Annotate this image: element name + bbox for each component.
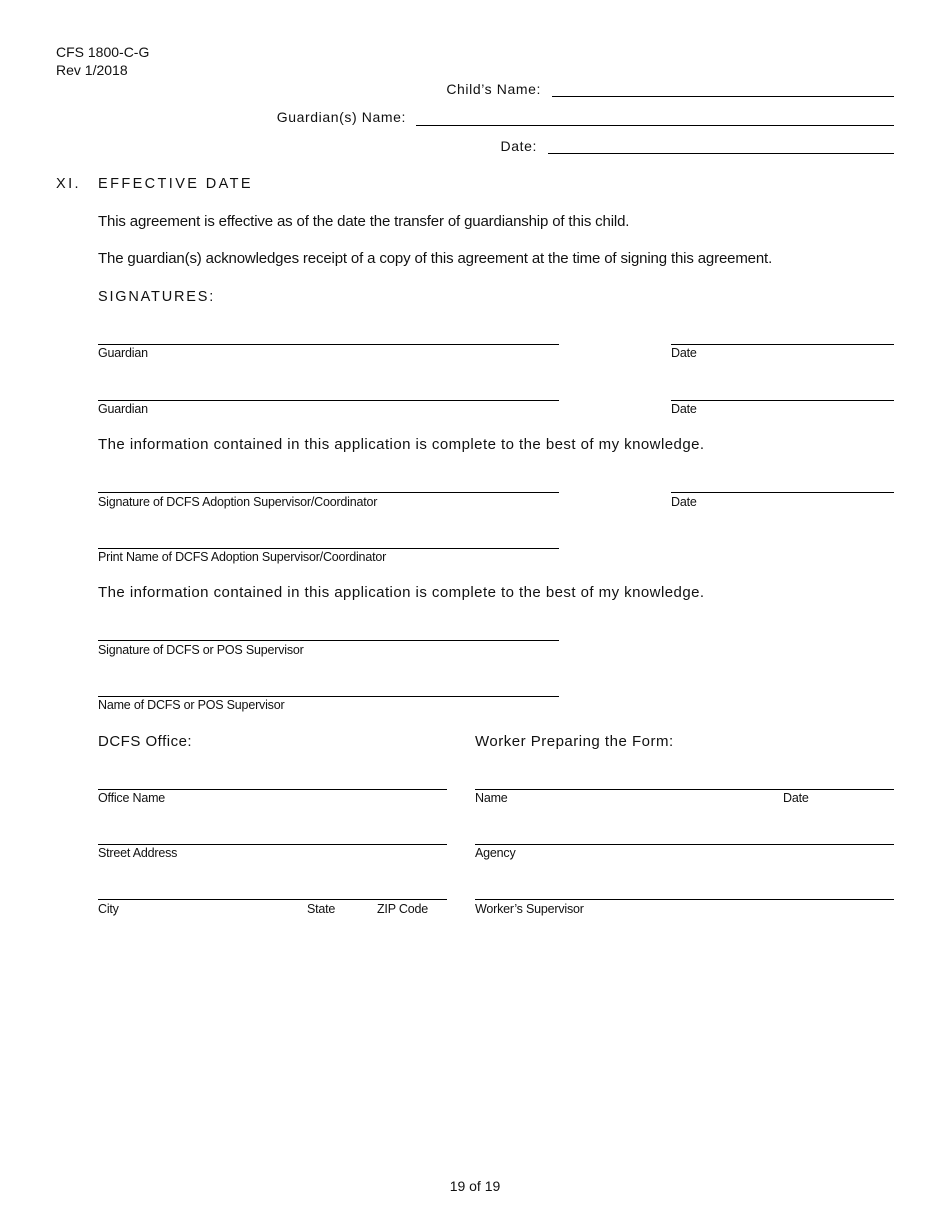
street-address-label: Street Address [98,846,178,860]
worker-name-label: Name [475,791,508,805]
street-address-line [98,844,447,845]
dcfs-adoption-date-line [671,492,894,493]
office-name-line [98,789,447,790]
effective-date-paragraph: This agreement is effective as of the date the transfer of guardianship of this child. [98,213,630,230]
workers-supervisor-label: Worker’s Supervisor [475,902,584,916]
workers-supervisor-input[interactable] [475,878,896,898]
guardian-2-date-label: Date [671,402,697,416]
guardians-name-input[interactable] [416,104,896,124]
office-name-input[interactable] [98,768,448,788]
dcfs-adoption-print-name-label: Print Name of DCFS Adoption Supervisor/Coordinator [98,550,387,564]
pos-signature-line [98,640,559,641]
dcfs-office-heading: DCFS Office: [98,733,193,750]
guardian-2-label: Guardian [98,402,148,416]
guardians-name-label: Guardian(s) Name: [276,109,406,125]
dcfs-adoption-date-label: Date [671,495,697,509]
city-state-zip-input[interactable] [98,878,448,898]
worker-name-input[interactable] [475,768,896,788]
attestation-1: The information contained in this application is complete to the best of my knowledge. [98,436,705,453]
pos-name-input[interactable] [98,675,560,695]
childs-name-line [552,96,894,97]
childs-name-input[interactable] [552,76,896,96]
top-date-line [548,153,894,154]
form-revision: Rev 1/2018 [56,62,128,78]
guardian-2-date-line [671,400,894,401]
pos-signature-label: Signature of DCFS or POS Supervisor [98,643,304,657]
agency-line [475,844,894,845]
guardian-1-signature-input[interactable] [98,323,560,343]
guardian-2-date-input[interactable] [671,379,896,399]
page-number: 19 of 19 [449,1178,501,1194]
dcfs-adoption-signature-label: Signature of DCFS Adoption Supervisor/Coordinator [98,495,378,509]
section-title: EFFECTIVE DATE [98,176,253,192]
guardian-1-date-line [671,344,894,345]
pos-name-line [98,696,559,697]
worker-heading: Worker Preparing the Form: [475,733,674,750]
top-date-input[interactable] [548,133,896,153]
dcfs-adoption-print-name-input[interactable] [98,527,560,547]
pos-name-label: Name of DCFS or POS Supervisor [98,698,285,712]
dcfs-adoption-print-name-line [98,548,559,549]
dcfs-adoption-signature-input[interactable] [98,471,560,491]
childs-name-label: Child’s Name: [446,81,541,97]
guardian-1-label: Guardian [98,346,148,360]
state-label: State [307,902,336,916]
guardian-2-signature-line [98,400,559,401]
worker-date-label: Date [783,791,809,805]
city-label: City [98,902,119,916]
workers-supervisor-line [475,899,894,900]
top-date-label: Date: [500,138,537,154]
dcfs-adoption-signature-line [98,492,559,493]
pos-signature-input[interactable] [98,619,560,639]
zip-code-label: ZIP Code [377,902,428,916]
attestation-2: The information contained in this application is complete to the best of my knowledge. [98,584,705,601]
agency-input[interactable] [475,823,896,843]
form-number: CFS 1800-C-G [56,44,150,60]
street-address-input[interactable] [98,823,448,843]
guardian-1-date-input[interactable] [671,323,896,343]
guardian-1-signature-line [98,344,559,345]
guardians-name-line [416,125,894,126]
office-name-label: Office Name [98,791,166,805]
guardian-1-date-label: Date [671,346,697,360]
agency-label: Agency [475,846,516,860]
guardian-2-signature-input[interactable] [98,379,560,399]
signatures-heading: SIGNATURES: [98,289,216,305]
receipt-paragraph: The guardian(s) acknowledges receipt of a copy of this agreement at the time of signing this agreement. [98,250,773,267]
city-state-zip-line [98,899,447,900]
section-number: XI. [56,176,81,192]
worker-name-line [475,789,894,790]
dcfs-adoption-date-input[interactable] [671,471,896,491]
